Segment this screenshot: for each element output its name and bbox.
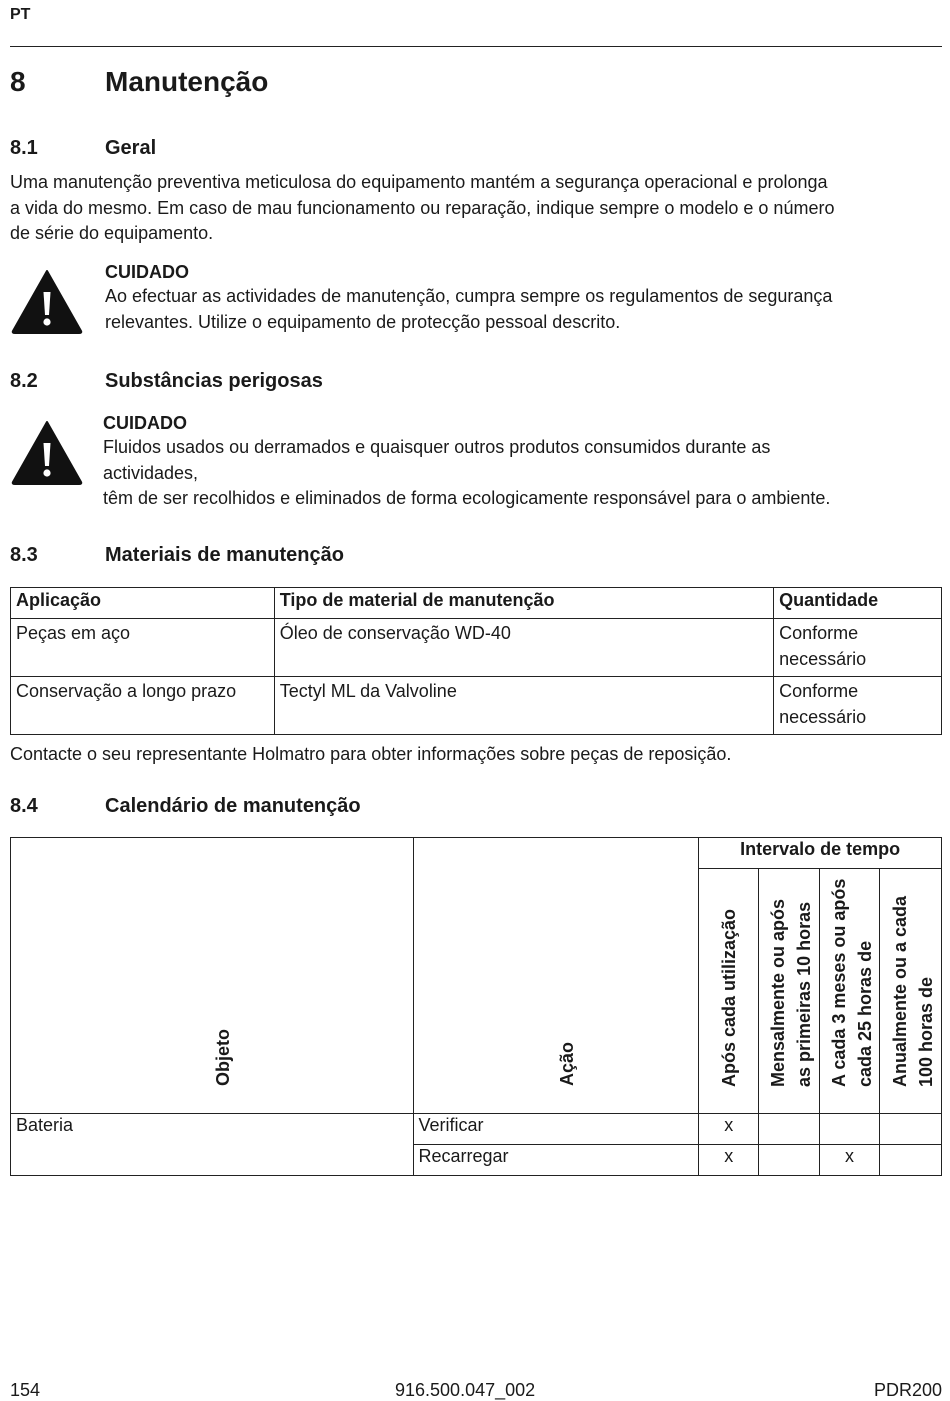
warning-block bbox=[103, 413, 945, 512]
cell-material-type: Óleo de conservação WD-40 bbox=[274, 619, 773, 677]
warning-text bbox=[105, 284, 945, 335]
subsection-number: 8.3 bbox=[10, 544, 38, 566]
interval-line: as primeiras 10 horas bbox=[794, 901, 815, 1087]
cell-mark bbox=[880, 1114, 942, 1145]
subsection-title: Geral bbox=[105, 137, 157, 159]
table-header-row bbox=[11, 588, 942, 619]
cell-application: Peças em aço bbox=[11, 619, 275, 677]
subsection-title: Substâncias perigosas bbox=[105, 370, 323, 392]
parts-note: Contacte o seu representante Holmatro para obter informações sobre peças de reposição. bbox=[10, 744, 732, 764]
warning-text bbox=[103, 435, 945, 512]
quantity-line: Conforme bbox=[779, 681, 859, 701]
warning-triangle-icon bbox=[11, 419, 83, 485]
quantity-line: necessário bbox=[779, 648, 867, 669]
subsection-number: 8.1 bbox=[10, 137, 38, 159]
subsection-title: Materiais de manutenção bbox=[105, 544, 344, 566]
warning-line: Fluidos usados ou derramados e quaisquer outros produtos consumidos durante as bbox=[103, 437, 771, 457]
materials-table bbox=[10, 587, 942, 735]
interval-line: Após cada utilização bbox=[718, 908, 739, 1087]
header-application: Aplicação bbox=[11, 588, 275, 619]
language-code: PT bbox=[10, 6, 31, 23]
cell-mark bbox=[759, 1114, 820, 1145]
header-object bbox=[11, 838, 414, 1114]
cell-mark bbox=[880, 1145, 942, 1176]
cell-action: Recarregar bbox=[413, 1145, 699, 1176]
subsection-number: 8.2 bbox=[10, 370, 38, 392]
cell-quantity bbox=[774, 677, 942, 735]
cell-application: Conservação a longo prazo bbox=[11, 677, 275, 735]
cell-action: Verificar bbox=[413, 1114, 699, 1145]
header-interval bbox=[699, 869, 759, 1114]
warning-title: CUIDADO bbox=[103, 413, 187, 433]
subsection-title: Calendário de manutenção bbox=[105, 795, 361, 817]
cell-mark: x bbox=[699, 1145, 759, 1176]
interval-line: 100 horas de bbox=[915, 976, 936, 1087]
cell-mark: x bbox=[699, 1114, 759, 1145]
subsection-number: 8.4 bbox=[10, 795, 38, 817]
warning-line: relevantes. Utilize o equipamento de protecção pessoal descrito. bbox=[105, 311, 621, 332]
cell-mark: x bbox=[820, 1145, 880, 1176]
interval-line: Anualmente ou a cada bbox=[889, 895, 910, 1087]
page-number: 154 bbox=[10, 1380, 41, 1400]
warning-title: CUIDADO bbox=[105, 262, 189, 282]
general-paragraph bbox=[10, 170, 945, 247]
paragraph-line: Uma manutenção preventiva meticulosa do equipamento mantém a segurança operacional e prolonga bbox=[10, 172, 828, 192]
cell-material-type: Tectyl ML da Valvoline bbox=[274, 677, 773, 735]
cell-mark bbox=[820, 1114, 880, 1145]
warning-triangle-icon bbox=[11, 268, 83, 334]
cell-object: Bateria bbox=[11, 1114, 414, 1176]
interval-line: Mensalmente ou após bbox=[768, 898, 789, 1087]
cell-mark bbox=[759, 1145, 820, 1176]
maintenance-schedule-table bbox=[10, 837, 942, 1176]
table-row bbox=[11, 1114, 942, 1145]
header-material-type: Tipo de material de manutenção bbox=[274, 588, 773, 619]
interval-line: A cada 3 meses ou após bbox=[828, 878, 849, 1087]
cell-quantity bbox=[774, 619, 942, 677]
paragraph-line: a vida do mesmo. Em caso de mau funcionamento ou reparação, indique sempre o modelo e o número bbox=[10, 197, 835, 218]
product-name: PDR200 bbox=[873, 1380, 942, 1400]
section-title: Manutenção bbox=[105, 66, 269, 97]
header-quantity: Quantidade bbox=[774, 588, 942, 619]
document-number: 916.500.047_002 bbox=[395, 1380, 536, 1400]
paragraph-line: de série do equipamento. bbox=[10, 223, 214, 243]
header-action-label: Ação bbox=[556, 1041, 577, 1086]
table-header-row bbox=[11, 838, 942, 869]
section-number: 8 bbox=[10, 66, 26, 97]
header-object-label: Objeto bbox=[212, 1029, 233, 1086]
table-row bbox=[11, 677, 942, 735]
header-interval bbox=[880, 869, 942, 1114]
header-action bbox=[413, 838, 699, 1114]
quantity-line: necessário bbox=[779, 706, 867, 727]
warning-line: actividades, bbox=[103, 462, 199, 483]
header-interval bbox=[820, 869, 880, 1114]
interval-line: cada 25 horas de bbox=[854, 940, 875, 1087]
warning-line: Ao efectuar as actividades de manutenção, cumpra sempre os regulamentos de segurança bbox=[105, 286, 833, 306]
table-row bbox=[11, 619, 942, 677]
header-interval bbox=[759, 869, 820, 1114]
warning-line: têm de ser recolhidos e eliminados de forma ecologicamente responsável para o ambiente. bbox=[103, 488, 831, 508]
quantity-line: Conforme bbox=[779, 623, 859, 643]
warning-block bbox=[105, 262, 945, 335]
header-time-interval: Intervalo de tempo bbox=[699, 838, 942, 869]
header-rule bbox=[10, 46, 942, 47]
